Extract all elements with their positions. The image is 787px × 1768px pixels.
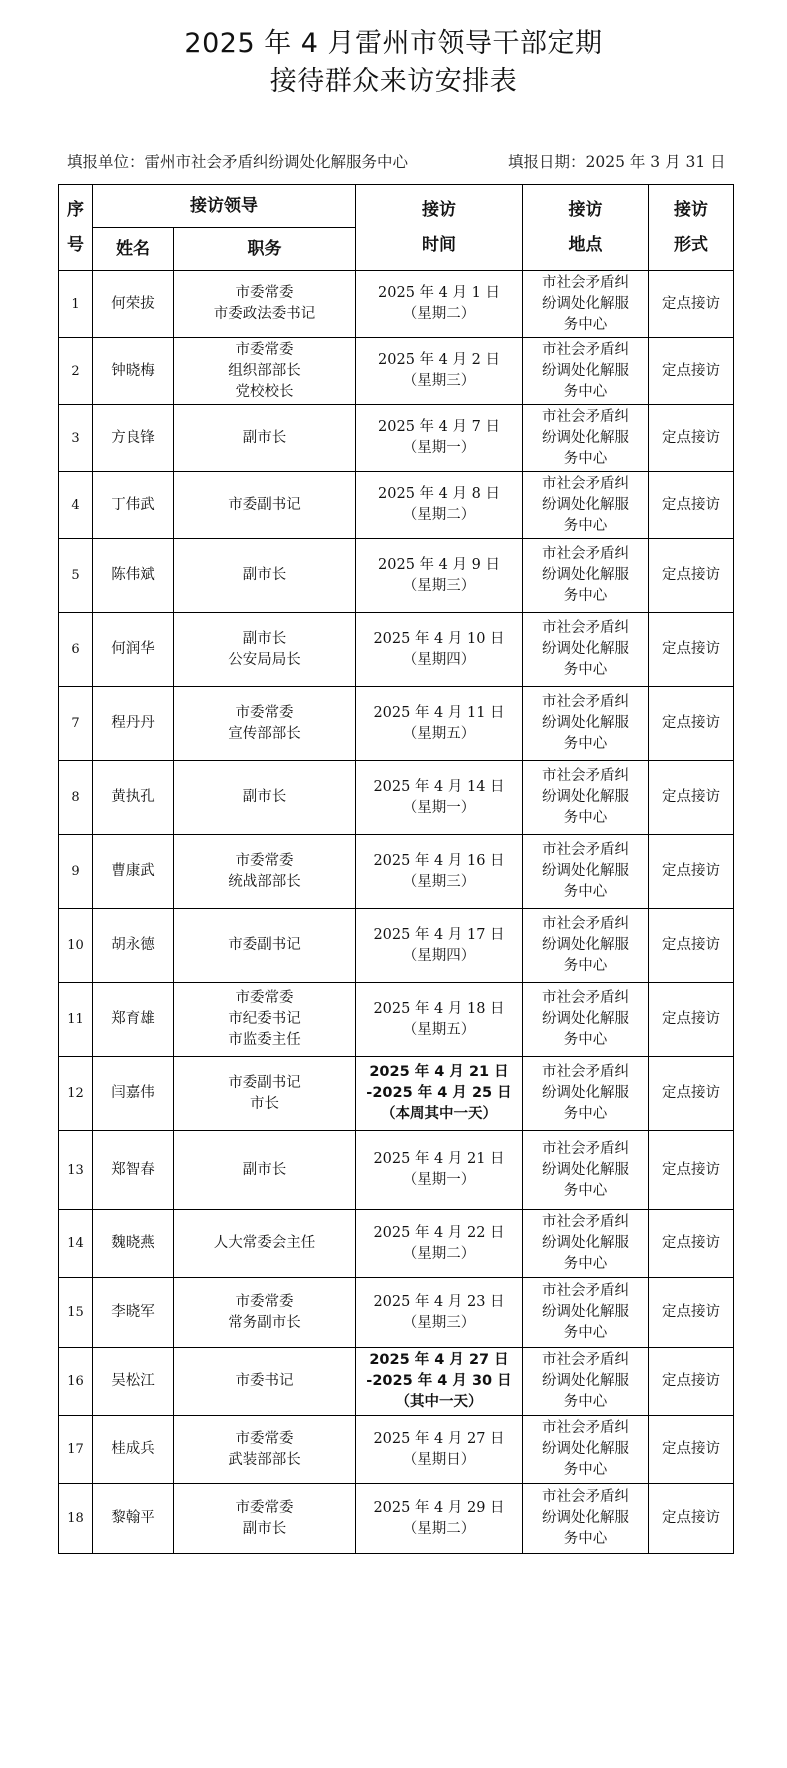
row-name: 黄执孔 <box>93 761 174 835</box>
row-time: 2025 年 4 月 22 日 （星期二） <box>356 1210 523 1278</box>
row-time: 2025 年 4 月 1 日 （星期二） <box>356 271 523 338</box>
row-seq: 1 <box>59 271 93 338</box>
row-name: 陈伟斌 <box>93 539 174 613</box>
row-form: 定点接访 <box>649 1210 734 1278</box>
table-row <box>59 472 734 539</box>
table-row <box>59 983 734 1057</box>
row-place: 市社会矛盾纠 纷调处化解服 务中心 <box>523 613 649 687</box>
row-name: 方良锋 <box>93 405 174 472</box>
row-seq: 11 <box>59 983 93 1057</box>
row-time: 2025 年 4 月 27 日 （星期日） <box>356 1416 523 1484</box>
header-leader-group: 接访领导 <box>93 185 356 228</box>
row-name: 桂成兵 <box>93 1416 174 1484</box>
row-seq: 4 <box>59 472 93 539</box>
row-position: 副市长 <box>174 1131 356 1210</box>
table-row <box>59 539 734 613</box>
row-place: 市社会矛盾纠 纷调处化解服 务中心 <box>523 1348 649 1416</box>
row-time: 2025 年 4 月 8 日 （星期二） <box>356 472 523 539</box>
header-name: 姓名 <box>93 228 174 271</box>
row-time: 2025 年 4 月 23 日 （星期三） <box>356 1278 523 1348</box>
row-seq: 3 <box>59 405 93 472</box>
header-seq: 序 号 <box>59 185 93 271</box>
row-position: 市委常委 常务副市长 <box>174 1278 356 1348</box>
table-row <box>59 761 734 835</box>
row-seq: 13 <box>59 1131 93 1210</box>
row-form: 定点接访 <box>649 1278 734 1348</box>
row-seq: 16 <box>59 1348 93 1416</box>
page-title-line-1: 2025 年 4 月雷州市领导干部定期 <box>184 28 603 59</box>
table-row <box>59 1348 734 1416</box>
row-time: 2025 年 4 月 10 日 （星期四） <box>356 613 523 687</box>
row-time: 2025 年 4 月 29 日 （星期二） <box>356 1484 523 1554</box>
row-form: 定点接访 <box>649 687 734 761</box>
row-position: 市委常委 市委政法委书记 <box>174 271 356 338</box>
row-seq: 8 <box>59 761 93 835</box>
row-seq: 18 <box>59 1484 93 1554</box>
row-place: 市社会矛盾纠 纷调处化解服 务中心 <box>523 687 649 761</box>
row-position: 市委副书记 <box>174 472 356 539</box>
row-form: 定点接访 <box>649 983 734 1057</box>
header-place: 接访 地点 <box>523 185 649 271</box>
row-name: 郑育雄 <box>93 983 174 1057</box>
row-place: 市社会矛盾纠 纷调处化解服 务中心 <box>523 472 649 539</box>
page-title-line-2: 接待群众来访安排表 <box>269 66 518 97</box>
row-name: 丁伟武 <box>93 472 174 539</box>
table-row <box>59 835 734 909</box>
row-time: 2025 年 4 月 9 日 （星期三） <box>356 539 523 613</box>
row-name: 曹康武 <box>93 835 174 909</box>
row-form: 定点接访 <box>649 1131 734 1210</box>
row-name: 何荣拔 <box>93 271 174 338</box>
row-time: 2025 年 4 月 18 日 （星期五） <box>356 983 523 1057</box>
row-form: 定点接访 <box>649 338 734 405</box>
row-name: 黎翰平 <box>93 1484 174 1554</box>
row-seq: 9 <box>59 835 93 909</box>
table-row <box>59 1057 734 1131</box>
header-form: 接访 形式 <box>649 185 734 271</box>
row-name: 胡永德 <box>93 909 174 983</box>
row-position: 副市长 <box>174 539 356 613</box>
row-position: 副市长 <box>174 405 356 472</box>
row-position: 副市长 公安局局长 <box>174 613 356 687</box>
row-seq: 15 <box>59 1278 93 1348</box>
row-place: 市社会矛盾纠 纷调处化解服 务中心 <box>523 761 649 835</box>
row-name: 吴松江 <box>93 1348 174 1416</box>
row-position: 市委副书记 <box>174 909 356 983</box>
row-position: 市委书记 <box>174 1348 356 1416</box>
row-place: 市社会矛盾纠 纷调处化解服 务中心 <box>523 983 649 1057</box>
table-row <box>59 687 734 761</box>
row-form: 定点接访 <box>649 613 734 687</box>
schedule-table <box>58 184 734 1554</box>
row-time: 2025 年 4 月 11 日 （星期五） <box>356 687 523 761</box>
row-place: 市社会矛盾纠 纷调处化解服 务中心 <box>523 405 649 472</box>
reporting-date: 填报日期：2025 年 3 月 31 日 <box>508 153 726 171</box>
table-row <box>59 1210 734 1278</box>
row-place: 市社会矛盾纠 纷调处化解服 务中心 <box>523 1484 649 1554</box>
row-position: 副市长 <box>174 761 356 835</box>
table-row <box>59 1131 734 1210</box>
row-time: 2025 年 4 月 21 日 -2025 年 4 月 25 日 （本周其中一天） <box>356 1057 523 1131</box>
row-position: 市委常委 统战部部长 <box>174 835 356 909</box>
row-seq: 10 <box>59 909 93 983</box>
row-form: 定点接访 <box>649 539 734 613</box>
row-name: 魏晓燕 <box>93 1210 174 1278</box>
table-row <box>59 338 734 405</box>
reporting-unit: 填报单位：雷州市社会矛盾纠纷调处化解服务中心 <box>67 153 409 171</box>
row-seq: 17 <box>59 1416 93 1484</box>
row-time: 2025 年 4 月 7 日 （星期一） <box>356 405 523 472</box>
row-position: 市委常委 副市长 <box>174 1484 356 1554</box>
row-place: 市社会矛盾纠 纷调处化解服 务中心 <box>523 338 649 405</box>
row-position: 市委常委 市纪委书记 市监委主任 <box>174 983 356 1057</box>
row-place: 市社会矛盾纠 纷调处化解服 务中心 <box>523 1131 649 1210</box>
table-row <box>59 1278 734 1348</box>
row-form: 定点接访 <box>649 472 734 539</box>
table-row <box>59 909 734 983</box>
row-seq: 12 <box>59 1057 93 1131</box>
row-place: 市社会矛盾纠 纷调处化解服 务中心 <box>523 909 649 983</box>
header-time: 接访 时间 <box>356 185 523 271</box>
row-name: 程丹丹 <box>93 687 174 761</box>
row-form: 定点接访 <box>649 271 734 338</box>
row-time: 2025 年 4 月 17 日 （星期四） <box>356 909 523 983</box>
row-name: 钟晓梅 <box>93 338 174 405</box>
row-form: 定点接访 <box>649 1484 734 1554</box>
header-position: 职务 <box>174 228 356 271</box>
table-row <box>59 405 734 472</box>
row-name: 何润华 <box>93 613 174 687</box>
row-place: 市社会矛盾纠 纷调处化解服 务中心 <box>523 1278 649 1348</box>
table-row <box>59 1484 734 1554</box>
row-time: 2025 年 4 月 16 日 （星期三） <box>356 835 523 909</box>
row-seq: 2 <box>59 338 93 405</box>
row-position: 市委常委 宣传部部长 <box>174 687 356 761</box>
row-position: 市委常委 武装部部长 <box>174 1416 356 1484</box>
row-seq: 14 <box>59 1210 93 1278</box>
row-form: 定点接访 <box>649 1416 734 1484</box>
row-position: 市委副书记 市长 <box>174 1057 356 1131</box>
row-place: 市社会矛盾纠 纷调处化解服 务中心 <box>523 1057 649 1131</box>
row-form: 定点接访 <box>649 909 734 983</box>
row-seq: 7 <box>59 687 93 761</box>
row-form: 定点接访 <box>649 835 734 909</box>
row-place: 市社会矛盾纠 纷调处化解服 务中心 <box>523 539 649 613</box>
row-seq: 6 <box>59 613 93 687</box>
row-time: 2025 年 4 月 27 日 -2025 年 4 月 30 日 （其中一天） <box>356 1348 523 1416</box>
row-time: 2025 年 4 月 14 日 （星期一） <box>356 761 523 835</box>
row-position: 市委常委 组织部部长 党校校长 <box>174 338 356 405</box>
row-place: 市社会矛盾纠 纷调处化解服 务中心 <box>523 1210 649 1278</box>
table-row <box>59 271 734 338</box>
table-row <box>59 1416 734 1484</box>
row-form: 定点接访 <box>649 1057 734 1131</box>
row-place: 市社会矛盾纠 纷调处化解服 务中心 <box>523 835 649 909</box>
row-position: 人大常委会主任 <box>174 1210 356 1278</box>
row-time: 2025 年 4 月 2 日 （星期三） <box>356 338 523 405</box>
table-row <box>59 613 734 687</box>
row-form: 定点接访 <box>649 405 734 472</box>
row-name: 闫嘉伟 <box>93 1057 174 1131</box>
row-form: 定点接访 <box>649 761 734 835</box>
row-place: 市社会矛盾纠 纷调处化解服 务中心 <box>523 1416 649 1484</box>
row-name: 李晓军 <box>93 1278 174 1348</box>
row-time: 2025 年 4 月 21 日 （星期一） <box>356 1131 523 1210</box>
row-place: 市社会矛盾纠 纷调处化解服 务中心 <box>523 271 649 338</box>
row-form: 定点接访 <box>649 1348 734 1416</box>
row-seq: 5 <box>59 539 93 613</box>
row-name: 郑智春 <box>93 1131 174 1210</box>
